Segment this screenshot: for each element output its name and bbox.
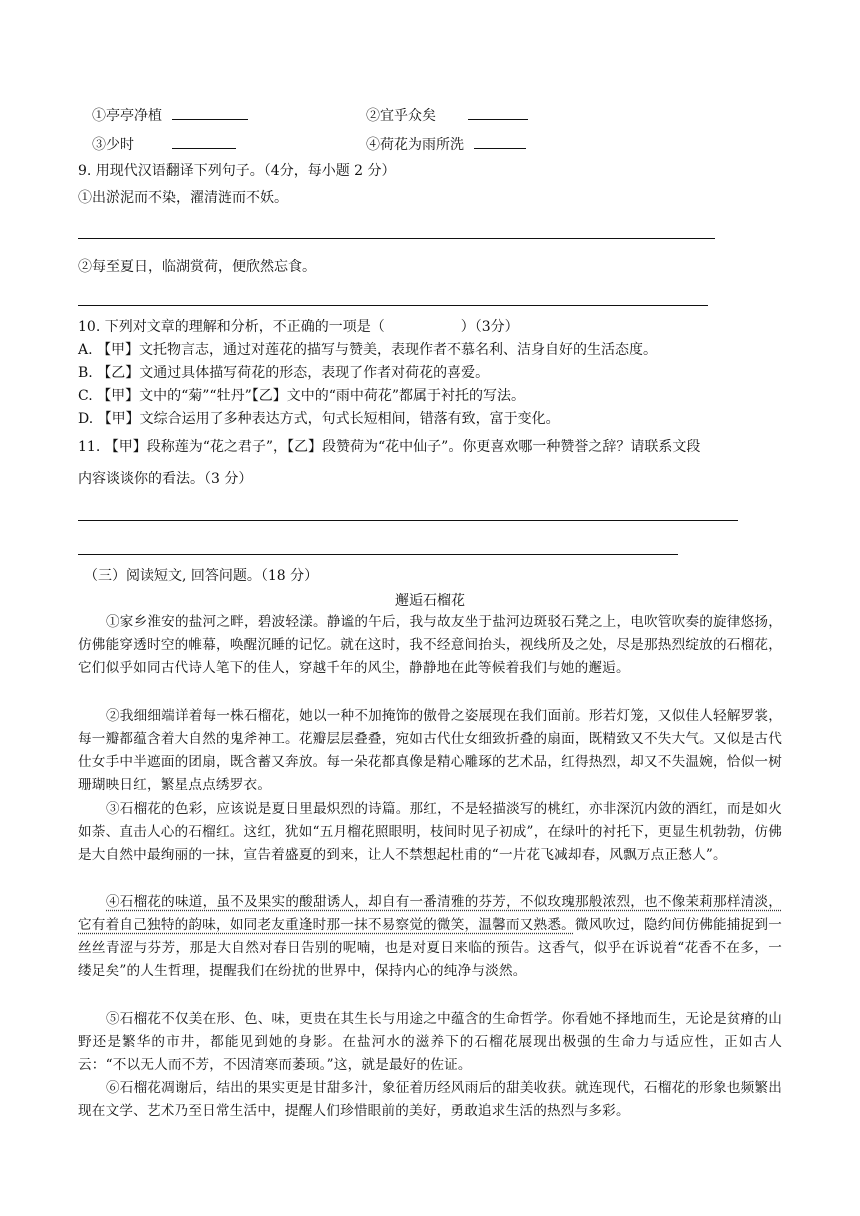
answer-line[interactable]	[78, 305, 708, 306]
answer-blank[interactable]	[474, 134, 526, 149]
q11-stem-line1: 11. 【甲】段称莲为“花之君子”，【乙】段赞荷为“花中仙子”。你更喜欢哪一种赞誉之辞？请联系文段	[78, 439, 701, 455]
q8-item-1	[92, 105, 248, 126]
paragraph-4-marked: ④石榴花的味道，虽不及果实的酸甜诱人，却自有一番清雅的芬芳，不似玫瑰那般浓烈，也不像茉莉那样清淡，它有着自己独特的韵味，如同老友重逢时那一抹不易察觉的微笑，温馨而又熟悉。	[78, 894, 782, 933]
q8-item-3	[92, 134, 236, 155]
q8-item-2-text: ②宜乎众矣	[366, 108, 436, 124]
paragraph-3: ③石榴花的色彩，应该说是夏日里最炽烈的诗篇。那红，不是轻描淡写的桃红，亦非深沉内敛的酒红，而是如火如荼、直击人心的石榴红。这红，犹如“五月榴花照眼明，枝间时见子初成”，在绿叶的衬托下，更显生机勃勃，仿佛是大自然中最绚丽的一抹，宣告着盛夏的到来，让人不禁想起杜甫的“一片花飞减却春，风飘万点正愁人”。	[78, 801, 782, 863]
q9-stem: 9. 用现代汉语翻译下列句子。（4分，每小题 2 分）	[78, 163, 396, 179]
paragraph-5: ⑤石榴花不仅美在形、色、味，更贵在其生长与用途之中蕴含的生命哲学。你看她不择地而生，无论是贫瘠的山野还是繁华的市井，都能见到她的身影。在盐河水的滋养下的石榴花展现出极强的生命力与适应性，正如古人云：“不以无人而不芳，不因清寒而萎顼。”这，就是最好的佐证。	[78, 1011, 782, 1073]
q10-stem-end: ）（3分）	[460, 319, 519, 335]
answer-blank[interactable]	[172, 105, 248, 120]
paragraph-4-rest: 微风吹过，隐约间仿佛能捕捉到一丝丝青涩与芬芳，那是大自然对春日告别的呢喃，也是对夏日来临的预告。这香气，似乎在诉说着“花香不在多，一缕足矣”的人生哲理，提醒我们在纷扰的世界中，保持内心的纯净与淡然。	[78, 917, 783, 979]
paragraph-4	[78, 891, 782, 983]
q8-item-4	[366, 134, 526, 155]
q10-option-b: B. 【乙】文通过具体描写荷花的形态，表现了作者对荷花的喜爱。	[78, 365, 490, 381]
q10-option-a: A. 【甲】文托物言志，通过对莲花的描写与赞美，表现作者不慕名利、洁身自好的生活态度。	[78, 342, 658, 358]
answer-line[interactable]	[78, 238, 715, 239]
q9-sentence-1: ①出淤泥而不染，濯清涟而不妖。	[78, 190, 288, 206]
q9-sentence-2: ②每至夏日，临湖赏荷，便欣然忘食。	[78, 259, 316, 275]
paragraph-2: ②我细细端详着每一株石榴花，她以一种不加掩饰的傲骨之姿展现在我们面前。形若灯笼，又似佳人轻解罗裳，每一瓣都蕴含着大自然的鬼斧神工。花瓣层层叠叠，宛如古代仕女细致折叠的扇面，既精致又不失大气。又似是古代仕女手中半遮面的团扇，既含蓄又奔放。每一朵花都真像是精心雕琢的艺术品，红得热烈，却又不失温婉，恰似一树珊瑚映日红，繁星点点绣罗衣。	[78, 708, 782, 793]
article-title: 邂逅石榴花	[395, 593, 465, 609]
paragraph-1: ①家乡淮安的盐河之畔，碧波轻漾。静谧的午后，我与故友坐于盐河边斑驳石凳之上，电吹管吹奏的旋律悠扬，仿佛能穿透时空的帷幕，唤醒沉睡的记忆。就在这时，我不经意间抬头，视线所及之处，尽是那热烈绽放的石榴花，它们似乎如同古代诗人笔下的佳人，穿越千年的风尘，静静地在此等候着我们与她的邂逅。	[78, 614, 782, 676]
q8-item-2	[366, 105, 528, 126]
q10-stem	[78, 317, 519, 337]
q10-option-c: C. 【甲】文中的“菊”“牡丹”【乙】文中的“雨中荷花”都属于衬托的写法。	[78, 388, 526, 404]
q10-option-d: D. 【甲】文综合运用了多种表达方式，句式长短相间，错落有致，富于变化。	[78, 411, 560, 427]
q8-item-3-text: ③少时	[92, 137, 134, 153]
q11-stem-line2: 内容谈谈你的看法。（3 分）	[78, 471, 253, 487]
paragraph-6: ⑥石榴花凋谢后，结出的果实更是甘甜多汁，象征着历经风雨后的甜美收获。就连现代，石榴花的形象也频繁出现在文学、艺术乃至日常生活中，提醒人们珍惜眼前的美好，勇敢追求生活的热烈与多彩。	[78, 1080, 782, 1119]
q8-item-4-text: ④荷花为雨所洗	[366, 137, 464, 153]
answer-line[interactable]	[78, 520, 738, 521]
answer-blank[interactable]	[468, 105, 528, 120]
section-3-heading: （三）阅读短文, 回答问题。（18 分）	[84, 568, 319, 584]
answer-blank[interactable]	[172, 134, 236, 149]
q10-stem-text: 10. 下列对文章的理解和分析，不正确的一项是（	[78, 319, 385, 335]
answer-line[interactable]	[78, 554, 678, 555]
q8-item-1-text: ①亭亭净植	[92, 108, 162, 124]
